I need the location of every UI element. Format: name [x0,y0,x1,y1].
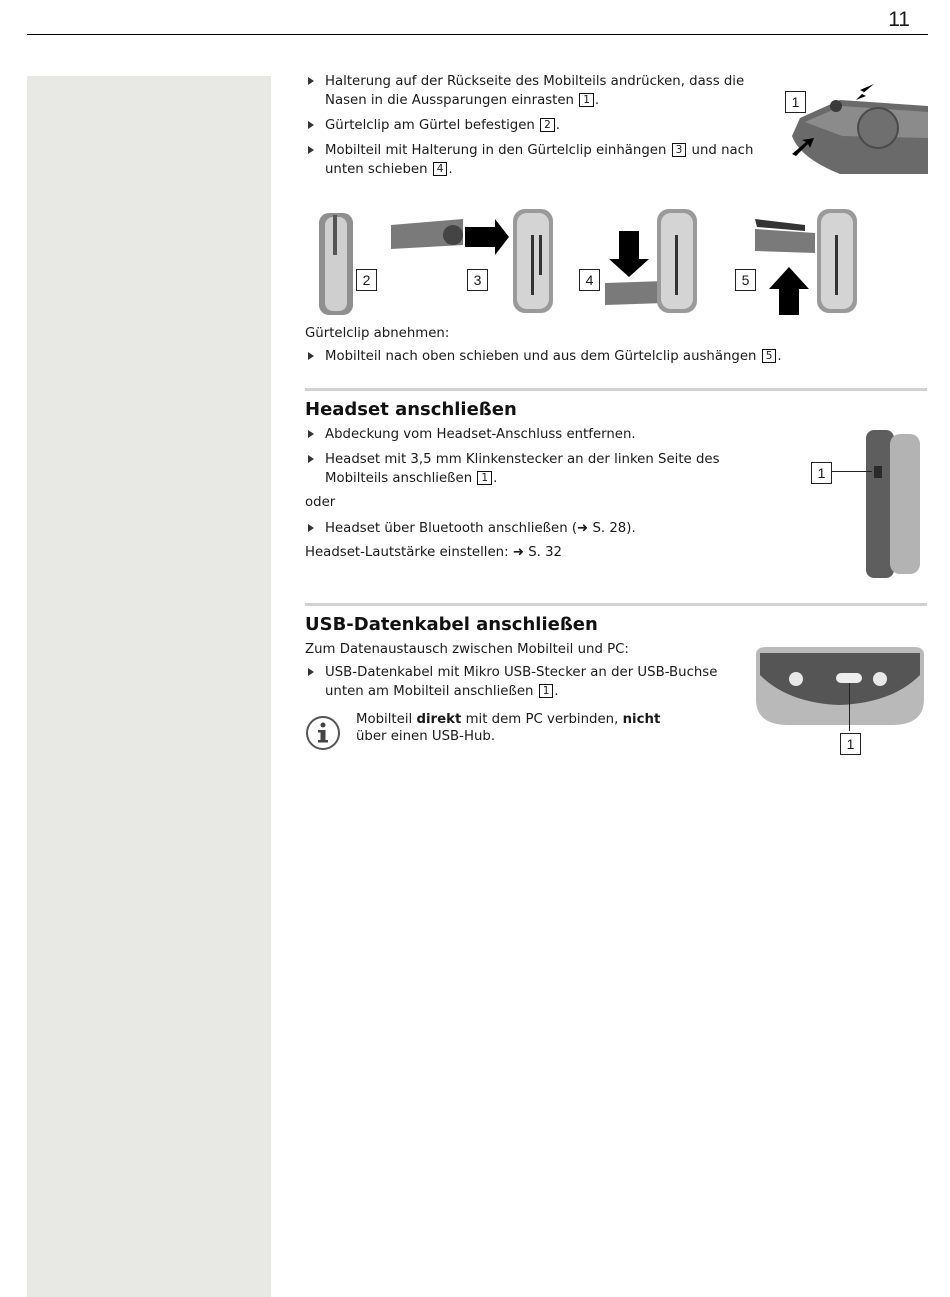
usb-step [305,663,725,701]
ref-badge: 5 [762,349,777,363]
callout-1: 1 [811,462,832,484]
headset-step-1 [305,425,745,444]
left-margin-panel [27,76,271,1297]
page-link[interactable]: S. 32 [528,545,563,560]
callout-4: 4 [579,269,600,291]
info-note [356,711,666,745]
phone-side-figure [860,428,928,580]
callout-1: 1 [785,91,806,113]
section-divider [305,388,927,391]
remove-step [305,347,927,366]
ref-badge: 4 [433,162,448,176]
step-punct: . [594,93,600,108]
clip-image-5 [755,209,857,315]
info-icon [305,714,343,752]
info-bold: nicht [622,712,661,727]
headset-steps [305,425,745,562]
step-text: Halterung auf der Rückseite des Mobilteils andrücken, dass die Nasen in die Aussparungen einrasten [325,74,745,108]
step-text: Mobilteil mit Halterung in den Gürtelclip einhängen [325,143,667,158]
step-text: Mobilteil nach oben schieben und aus dem Gürtelclip aushängen [325,349,757,364]
callout-leader [849,683,850,731]
step-punct: . [448,162,453,177]
ref-badge: 1 [579,93,594,107]
step-text: Headset mit 3,5 mm Klinkenstecker an der linken Seite des Mobilteils anschließen [325,452,720,486]
section-title-usb: USB-Datenkabel anschließen [305,614,598,635]
section-title-headset: Headset anschließen [305,399,517,420]
callout-3: 3 [467,269,488,291]
step-punct: . [777,349,782,364]
info-text: mit dem PC verbinden, [465,712,619,727]
page-link-arrow-icon: ➜ [512,545,524,560]
clip-step-2 [305,116,755,135]
remove-label: Gürtelclip abnehmen: [305,326,450,341]
usb-block [305,640,725,701]
step-text: Abdeckung vom Headset-Anschluss entfernen. [325,427,636,442]
ref-badge: 2 [540,118,555,132]
headset-step-bluetooth [305,519,745,538]
info-text: über einen USB-Hub. [356,729,496,744]
clip-step-1 [305,72,755,110]
section-divider [305,603,927,606]
phone-bottom-usb-figure [752,645,928,729]
callout-2: 2 [356,269,377,291]
step-text: Headset über Bluetooth anschließen ( [325,521,578,536]
clip-image-3 [391,209,553,313]
volume-line [305,543,745,562]
page-number: 11 [888,8,910,31]
top-rule [27,34,928,35]
headset-step-2 [305,450,745,488]
step-text-cont: und nach unten schieben [325,143,754,177]
callout-5: 5 [735,269,756,291]
step-punct: . [555,118,561,133]
info-bold: direkt [416,712,462,727]
volume-label: Headset-Lautstärke einstellen: [305,545,509,560]
ref-badge: 1 [539,684,554,698]
clip-sequence-figure [305,205,865,323]
usb-intro: Zum Datenaustausch zwischen Mobilteil und PC: [305,642,629,657]
page-link[interactable]: S. 28 [592,521,627,536]
info-text: Mobilteil [356,712,413,727]
ref-badge: 1 [477,471,492,485]
clip-step-3 [305,141,755,179]
clip-image-4 [605,209,697,313]
callout-leader [830,471,872,472]
callout-1: 1 [840,733,861,755]
ref-badge: 3 [672,143,687,157]
step-text: Gürtelclip am Gürtel befestigen [325,118,535,133]
clip-image-2 [319,213,353,315]
step-punct: ). [626,521,636,536]
clip-remove-block [305,324,927,366]
step-punct: . [554,684,559,699]
page-link-arrow-icon: ➜ [577,521,589,536]
or-text: oder [305,495,336,510]
step-text: USB-Datenkabel mit Mikro USB-Stecker an der USB-Buchse unten am Mobilteil anschließen [325,665,718,699]
step-punct: . [493,471,498,486]
clip-steps [305,72,755,179]
